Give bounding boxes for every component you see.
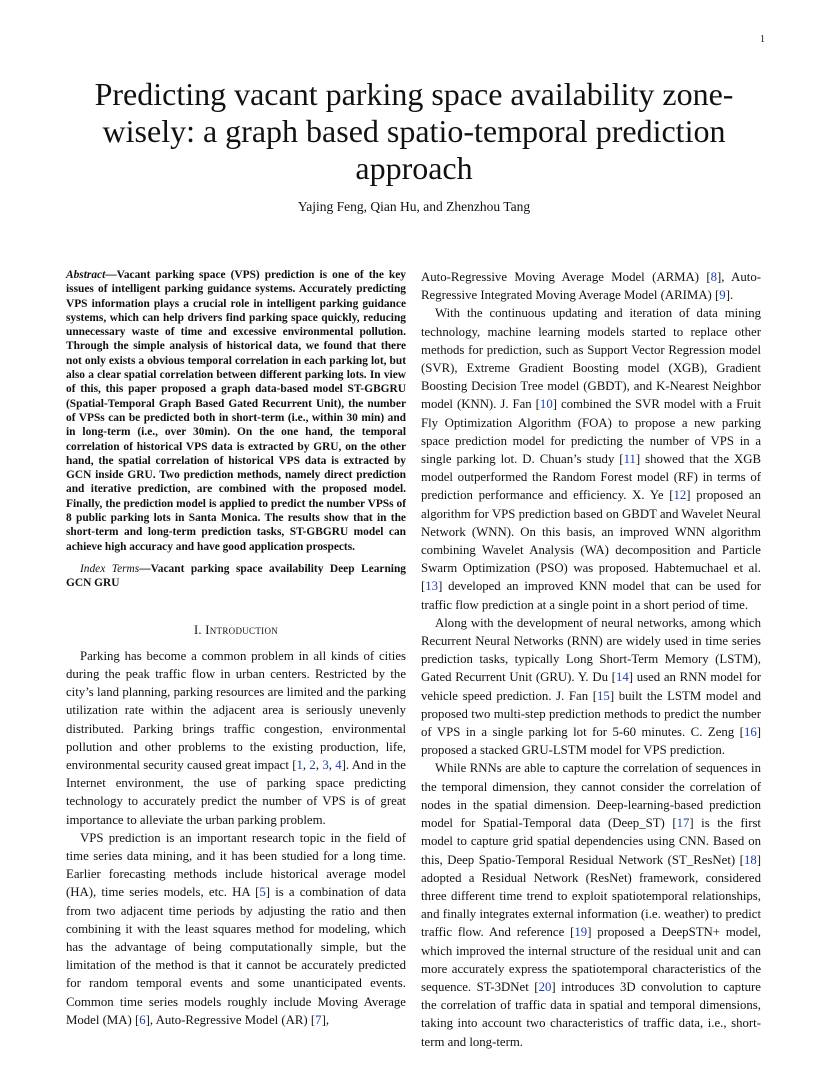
right-column: [421, 268, 761, 1051]
citation-link[interactable]: 11: [623, 452, 636, 467]
citation-link[interactable]: 9: [719, 288, 726, 303]
citation-link[interactable]: 7: [315, 1012, 322, 1027]
paragraph-text: ] proposed a stacked GRU-LSTM model for VPS prediction.: [421, 725, 761, 758]
citation-link[interactable]: 6: [139, 1012, 146, 1027]
paragraph-text: Along with the development of neural networks, among which Recurrent Neural Networks (RNN) are widely used in time series prediction tasks, typically Long Short-Term Memory (LSTM), Gated Recurrent Unit (GRU). Y. Du [: [421, 615, 761, 685]
left-column: [66, 268, 406, 1029]
paragraph-text: ] is a combination of data from two adjacent time periods by adjusting the ratio and then combining it with the least squares method for modeling, which has the advantage of being computationally simple, but the limitation of the method is that it cannot be accurately predicted for random temporal events and some unanticipated events. Common time series models roughly include Moving Average Model (MA) [: [66, 885, 407, 1027]
paragraph-text: ] proposed a DeepSTN+ model, which improved the internal structure of the residual unit and can more accurately express the spatiotemporal characteristics of the sequence. ST-3DNet [: [421, 925, 762, 994]
paragraph-text: With the continuous updating and iteration of data mining technology, machine learning models started to replace other methods for prediction, such as Support Vector Regression model (SVR), Extreme Gradient Boosting model (XGB), Gradient Boosting Decision Tree model (GBDT), and K-Nearest Neighbor model (KNN). J. Fan [: [421, 306, 761, 412]
right-paragraph-3: [421, 759, 761, 1050]
abstract-text: —Vacant parking space (VPS) prediction is one of the key issues of intelligent parking guidance systems. Accurately predicting VPS information plays a crucial role in intelligent parking guidance systems, which can help drivers find parking space quickly, reducing unnecessary waste of time and excessive environmental pollution. Through the simple analysis of historical data, we found that there not only exists a obvious temporal correlation in each parking lot, but also a clear spatial correlation between different parking lots. In view of this, this paper proposed a graph data-based model ST-GBGRU (Spatial-Temporal Graph Based Gated Recurrent Unit), the number of VPSs can be predicted both in short-term (i.e., within 30 min) and in long-term (i.e., over 30min). On the one hand, the temporal correlation of historical VPS data is extracted by GRU, on the other hand, the spatial correlation of historical VPS data is extracted by GCN inside GRU. Two prediction methods, namely direct prediction and iterative prediction, are combined with the proposed model. Finally, the prediction model is applied to predict the number VPSs of 8 public parking lots in Santa Monica. The results show that in the short-term and long-term prediction tasks, ST-GBGRU model can achieve high accuracy and have good application prospects.: [66, 269, 406, 553]
paragraph-text: VPS prediction is an important research topic in the field of time series data mining, and it has been studied for a long time. Earlier forecasting methods include historical average model (HA), time series models, etc. HA [: [66, 830, 406, 900]
paragraph-text: ], Auto-Regressive Model (AR) [: [145, 1012, 316, 1027]
abstract-label: Abstract: [66, 269, 106, 281]
section-title: Introduction: [205, 622, 279, 637]
paragraph-text: Parking has become a common problem in all kinds of cities during the peak traffic flow in urban centers. Restricted by the city’s land planning, parking resources are limited and the parking utilization rate within the adjacent area is seriously unevenly distributed. Parking brings traffic congestion, environmental pollution and other problems to the existing production, life, environmental security caused great impact [: [66, 648, 406, 772]
citation-link[interactable]: 13: [425, 579, 439, 594]
citation-link[interactable]: 8: [710, 270, 718, 284]
paragraph-text: ] is the first model to capture grid spatial dependencies using CNN. Based on this, Deep Spatio-Temporal Residual Network (ST_ResNet) [: [421, 816, 761, 867]
citation-link[interactable]: 15: [597, 688, 610, 703]
paragraph-text: ] introduces 3D convolution to capture the correlation of traffic data in spatial and temporal dimensions, taking into account two characteristics of traffic data, i.e., short-term and long-term.: [421, 979, 761, 1049]
right-paragraph-2: [421, 614, 761, 760]
index-terms: [66, 562, 406, 591]
citation-link[interactable]: 16: [743, 725, 757, 740]
paragraph-text: Auto-Regressive Moving Average Model (ARMA) [: [421, 270, 711, 284]
citation-link[interactable]: 12: [673, 488, 687, 503]
paragraph-text: ] used an RNN model for vehicle speed prediction. J. Fan [: [421, 670, 761, 703]
paragraph-text: ].: [725, 288, 734, 303]
page-number: 1: [760, 34, 765, 45]
right-paragraph-1: [421, 304, 761, 613]
index-terms-text: —Vacant parking space availability Deep Learning GCN GRU: [66, 562, 406, 590]
paragraph-text: ] combined the SVR model with a Fruit Fly Optimization Algorithm (FOA) to propose a new parking space prediction model for predicting the number of VPS in a single parking lot. D. Chuan’s study [: [421, 397, 761, 467]
citation-link[interactable]: 10: [539, 397, 553, 412]
citation-link[interactable]: 1: [296, 757, 303, 772]
citation-link[interactable]: 19: [574, 925, 588, 940]
citation-link[interactable]: 2: [309, 757, 316, 772]
citation-link[interactable]: 5: [259, 885, 266, 900]
index-terms-label: Index Terms: [80, 562, 140, 575]
paragraph-text: While RNNs are able to capture the correlation of sequences in the temporal dimension, they cannot consider the correlation of nodes in the spatial dimension. Deep-learning-based prediction model for Spatial-Temporal data (Deep_ST) [: [421, 761, 761, 831]
paragraph-text: ] showed that the XGB model outperformed the Random Forest model (RF) in terms of prediction performance and efficiency. X. Ye [: [421, 452, 761, 503]
paragraph-text: ] adopted a Residual Network (ResNet) framework, considered three different time trend to exploit spatiotemporal relationships, and finally integrates external information (i.e. weather) to predict traffic flow. And reference [: [421, 852, 761, 940]
paragraph-text: ], Auto-Regressive Integrated Moving Average Model (ARIMA) [: [421, 270, 762, 303]
section-number: I.: [193, 622, 202, 637]
paper-title: Predicting vacant parking space availability zone-wisely: a graph based spatio-temporal prediction approach: [94, 76, 734, 186]
citation-link[interactable]: 17: [676, 816, 690, 831]
citation-link[interactable]: 18: [743, 852, 757, 867]
paragraph-text: ],: [321, 1012, 330, 1027]
citation-link[interactable]: 14: [615, 670, 629, 685]
paragraph-text: ] developed an improved KNN model that can be used for traffic flow prediction at a single point in a short period of time.: [421, 579, 761, 612]
intro-paragraph-2: [66, 829, 406, 1029]
right-paragraph-0: [421, 268, 761, 304]
intro-paragraph-1: Parking has become a common problem in all kinds of cities during the peak traffic flow in urban centers. Restricted by the city’s land planning, parking resources are limited and the parking utilization rate within the adjacent area is seriously unevenly distributed. Parking brings traffic congestion, environmental pollution and other problems to the existing production, life, environmental security caused great impact [1, 2, 3, 4]. And in the Internet environment, the use of parking space predicting technology to accurately predict the number of VPS is of great importance to alleviate the urban parking problem.: [66, 648, 406, 827]
paragraph-text: ] built the LSTM model and proposed two multi-step prediction methods to predict the number of VPS in a single parking lot for 5-60 minutes. C. Zeng [: [421, 688, 762, 740]
paragraph-text: ]. And in the Internet environment, the use of parking space predicting technology to accurately predict the number of VPS is of great importance to alleviate the urban parking problem.: [66, 757, 406, 827]
citation-link[interactable]: 3: [322, 757, 329, 772]
section-heading-introduction: [66, 621, 406, 639]
citation-link[interactable]: 20: [538, 979, 552, 994]
abstract: [66, 268, 406, 554]
author-list: Yajing Feng, Qian Hu, and Zhenzhou Tang: [297, 199, 531, 214]
citation-link[interactable]: 4: [335, 757, 342, 772]
paragraph-text: ] proposed an algorithm for VPS prediction based on GBDT and Wavelet Neural Network (WNN). On this basis, an improved WNN algorithm combining Wavelet Analysis (WA) decomposition and Particle Swarm Optimization (PSO) was proposed. Habtemuchael et al. [: [421, 488, 761, 594]
